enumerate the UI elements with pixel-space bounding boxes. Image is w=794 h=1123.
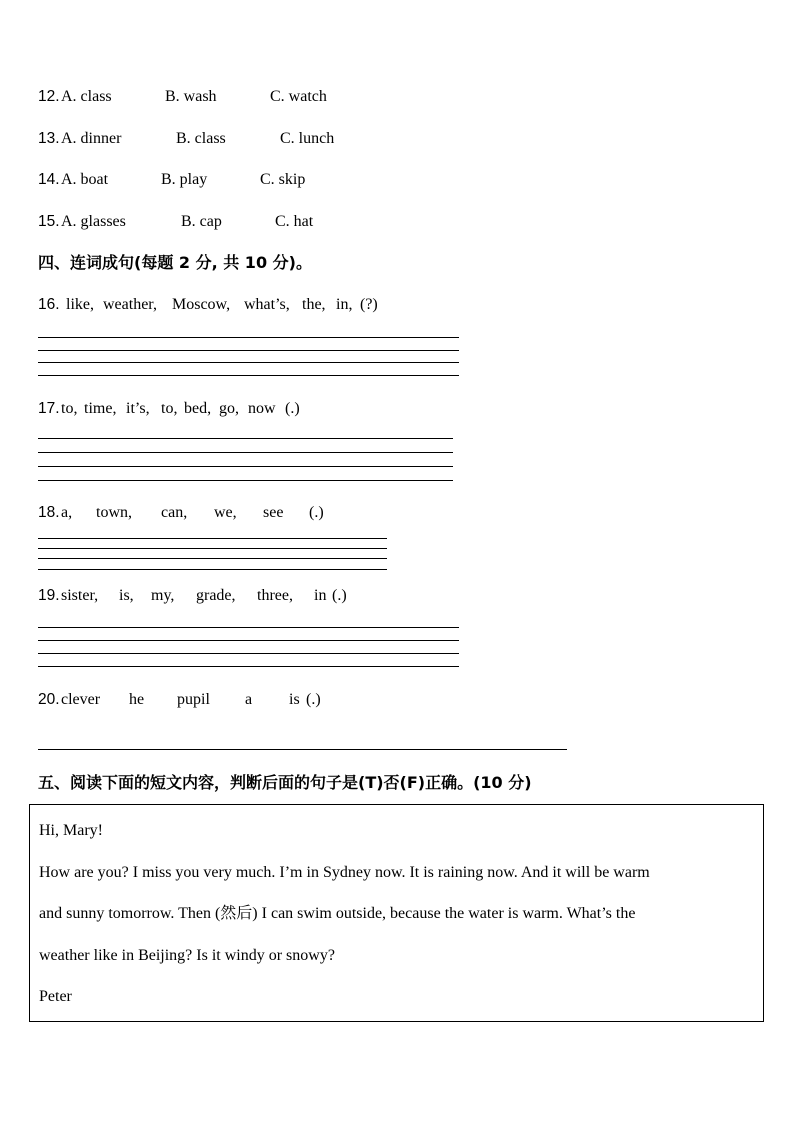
letter-greeting: Hi, Mary!: [39, 822, 103, 839]
reading-passage-box: [29, 804, 764, 1022]
word: we,: [214, 504, 237, 521]
answer-line: [38, 375, 459, 376]
question-number: 20.: [38, 691, 60, 708]
word: can,: [161, 504, 188, 521]
option-c: C. skip: [260, 171, 306, 188]
answer-line: [38, 548, 387, 549]
answer-line: [38, 653, 459, 654]
word: see: [263, 504, 284, 521]
word: weather,: [103, 296, 157, 313]
word: clever: [61, 691, 101, 708]
word: time,: [84, 400, 117, 417]
word: is: [289, 691, 300, 708]
word: pupil: [177, 691, 210, 708]
question-number: 12.: [38, 88, 60, 105]
answer-line: [38, 749, 567, 750]
option-b: B. class: [176, 130, 226, 147]
answer-line: [38, 466, 453, 467]
option-b: B. wash: [165, 88, 217, 105]
answer-line: [38, 627, 459, 628]
word: sister,: [61, 587, 99, 604]
question-number: 15.: [38, 213, 60, 230]
word: (.): [332, 587, 347, 604]
word: to,: [161, 400, 178, 417]
word: in: [314, 587, 327, 604]
answer-line: [38, 538, 387, 539]
letter-line: How are you? I miss you very much. I’m in Sydney now. It is raining now. And it will be warm: [39, 864, 650, 881]
answer-line: [38, 640, 459, 641]
letter-line: and sunny tomorrow. Then (然后) I can swim outside, because the water is warm. What’s the: [39, 905, 636, 922]
option-b: B. cap: [181, 213, 222, 230]
question-number: 19.: [38, 587, 60, 604]
word: a,: [61, 504, 73, 521]
question-number: 17.: [38, 400, 60, 417]
word: (.): [306, 691, 321, 708]
option-c: C. hat: [275, 213, 314, 230]
word: the,: [302, 296, 326, 313]
option-b: B. play: [161, 171, 208, 188]
question-number: 16.: [38, 296, 60, 313]
word: bed,: [184, 400, 212, 417]
word: town,: [96, 504, 132, 521]
option-a: A. dinner: [61, 130, 122, 147]
word: now: [248, 400, 276, 417]
answer-line: [38, 337, 459, 338]
option-c: C. watch: [270, 88, 327, 105]
word: Moscow,: [172, 296, 231, 313]
word: a: [245, 691, 253, 708]
option-a: A. boat: [61, 171, 109, 188]
option-a: A. glasses: [61, 213, 126, 230]
answer-line: [38, 569, 387, 570]
word: (.): [309, 504, 324, 521]
word: it’s,: [126, 400, 150, 417]
word: grade,: [196, 587, 236, 604]
word: is,: [119, 587, 134, 604]
word: what’s,: [244, 296, 290, 313]
section-heading-5: 五、阅读下面的短文内容，判断后面的句子是(T)否(F)正确。(10 分): [38, 773, 532, 792]
word: he: [129, 691, 145, 708]
section-heading-4: 四、连词成句(每题 2 分, 共 10 分)。: [38, 253, 312, 272]
option-a: A. class: [61, 88, 112, 105]
question-number: 18.: [38, 504, 60, 521]
letter-line: weather like in Beijing? Is it windy or snowy?: [39, 947, 335, 964]
letter-signature: Peter: [39, 988, 72, 1005]
answer-line: [38, 452, 453, 453]
word: to,: [61, 400, 78, 417]
word: like,: [66, 296, 94, 313]
answer-line: [38, 438, 453, 439]
word: in,: [336, 296, 353, 313]
option-c: C. lunch: [280, 130, 335, 147]
word: (?): [360, 296, 378, 313]
word: (.): [285, 400, 300, 417]
answer-line: [38, 666, 459, 667]
answer-line: [38, 350, 459, 351]
answer-line: [38, 480, 453, 481]
question-number: 13.: [38, 130, 60, 147]
answer-line: [38, 362, 459, 363]
answer-line: [38, 558, 387, 559]
question-number: 14.: [38, 171, 60, 188]
word: go,: [219, 400, 239, 417]
word: three,: [257, 587, 293, 604]
word: my,: [151, 587, 175, 604]
